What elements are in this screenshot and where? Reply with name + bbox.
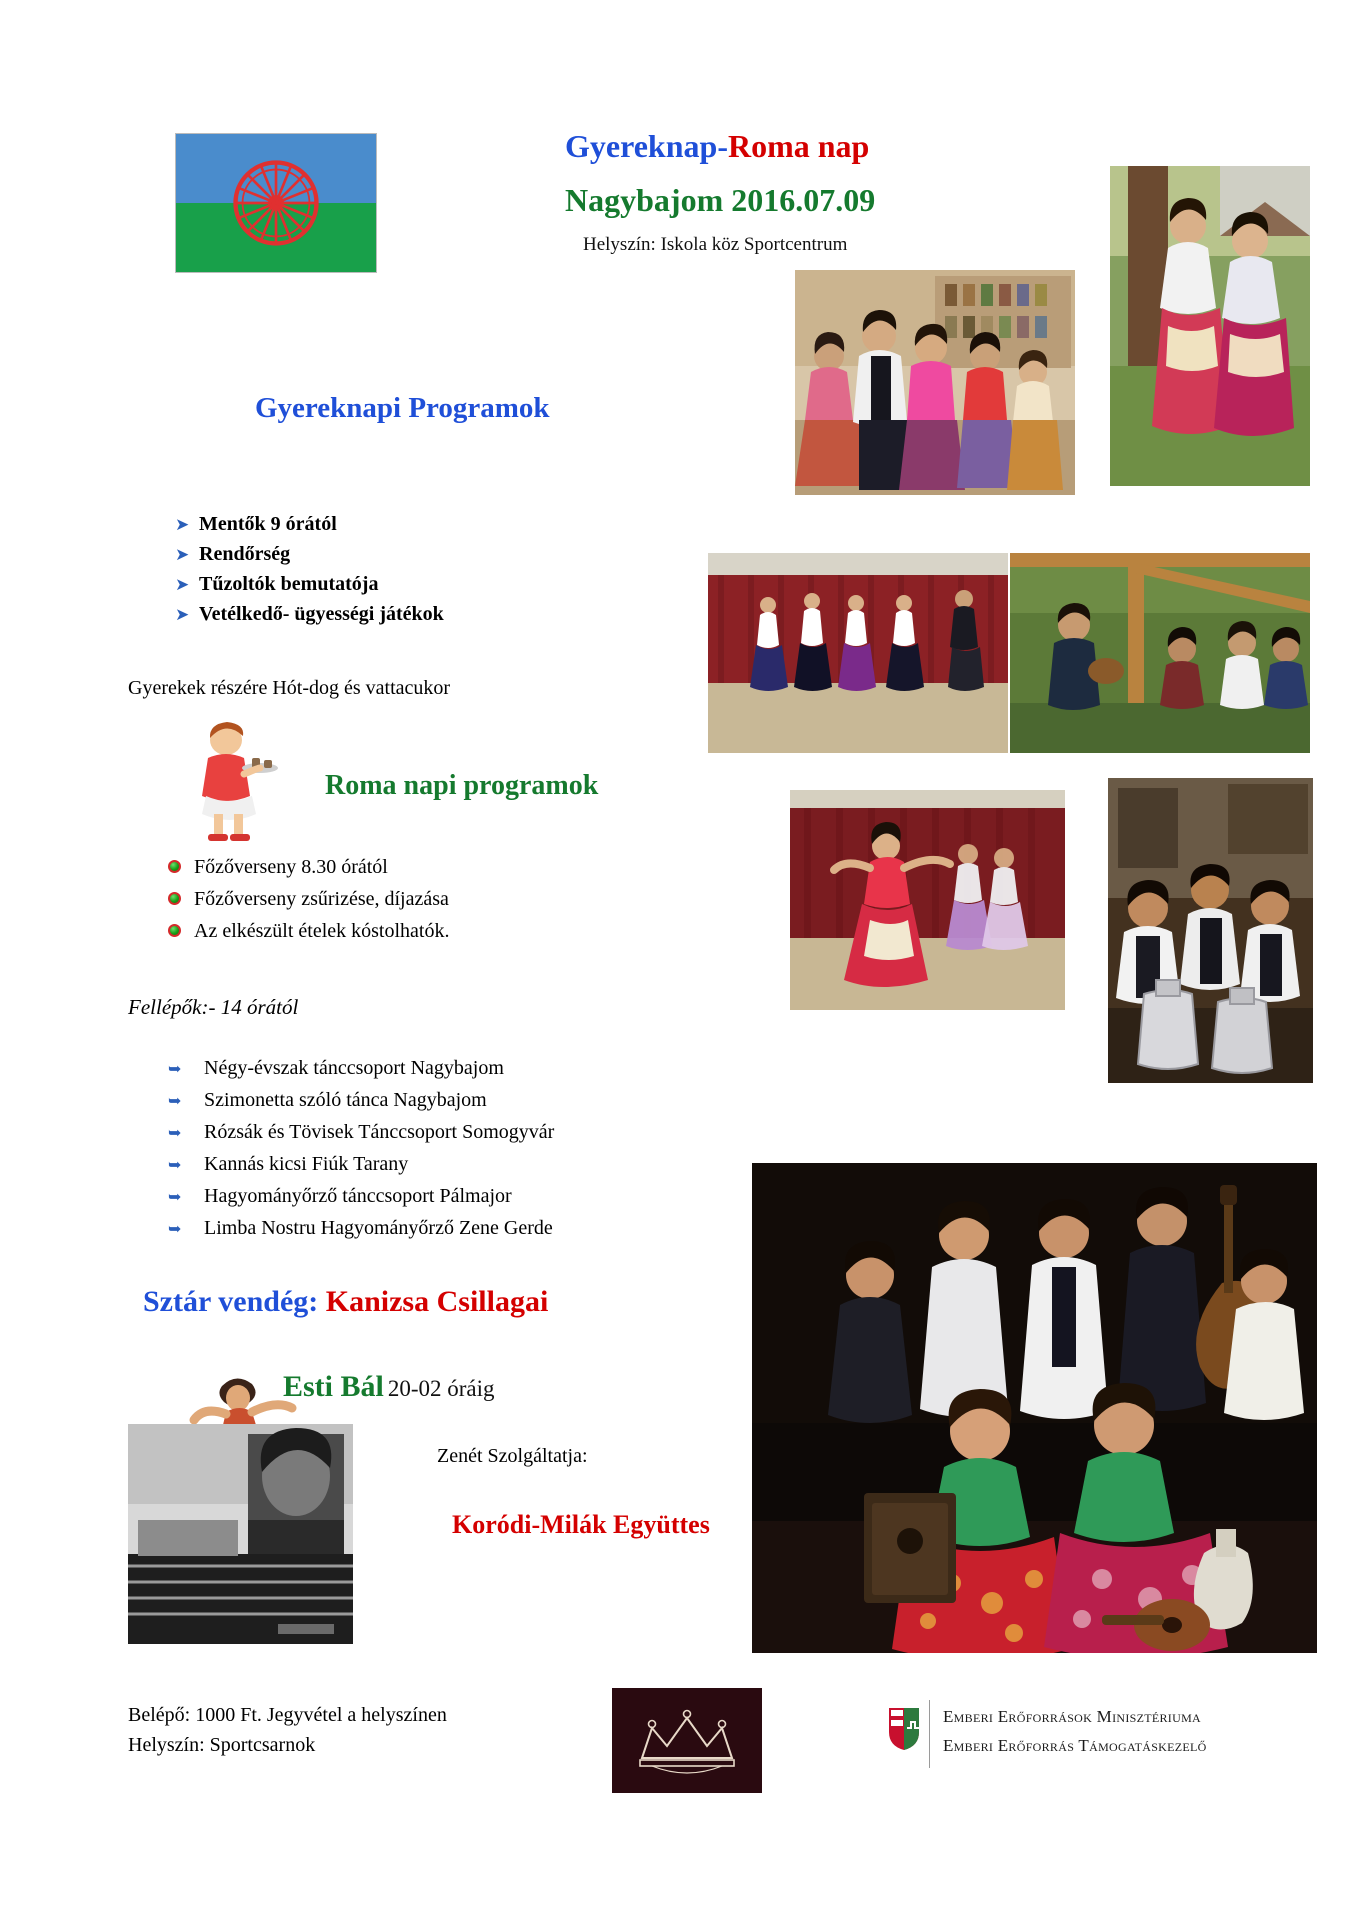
page-title-line1 [565, 128, 869, 165]
hungarian-coat-of-arms-icon [887, 1706, 921, 1752]
list-item [175, 542, 605, 567]
footer-info [128, 1700, 447, 1760]
music-by-label: Zenét Szolgáltatja: [437, 1445, 588, 1467]
children-programs-heading: Gyereknapi Programok [255, 392, 550, 424]
list-item-label: Rózsák és Tövisek Tánccsoport Somogyvár [204, 1121, 555, 1143]
children-food-note: Gyerekek részére Hót-dog és vattacukor [128, 677, 451, 699]
blue-arrow-bullet-icon: ➥ [168, 1061, 182, 1078]
green-circle-bullet-icon [168, 855, 194, 880]
performers-label [128, 995, 298, 1020]
list-item [168, 1055, 728, 1083]
blue-arrow-bullet-icon: ➤ [175, 575, 190, 594]
ticket-price: Belépő: 1000 Ft. Jegyvétel a helyszínen [128, 1704, 447, 1726]
title-gyereknap: Gyereknap- [565, 128, 728, 164]
photo-children-group [795, 270, 1075, 495]
list-item [168, 1119, 728, 1147]
blue-arrow-bullet-icon: ➤ [175, 605, 190, 624]
roma-programs-list [168, 855, 618, 951]
list-item [168, 1215, 728, 1243]
band-name: Koródi-Milák Együttes [452, 1510, 710, 1539]
list-item [168, 887, 618, 912]
star-guest-name: Kanizsa Csillagai [325, 1285, 549, 1318]
chakra-wheel-icon [232, 159, 320, 247]
blue-arrow-bullet-icon: ➤ [175, 545, 190, 564]
blue-arrow-bullet-icon: ➥ [168, 1125, 182, 1142]
list-item [168, 1087, 728, 1115]
list-item-label: Főzőverseny zsűrizése, díjazása [194, 888, 449, 910]
children-programs-list [175, 512, 605, 632]
photo-children-milk-cans [1108, 778, 1313, 1083]
star-guest-line [143, 1285, 548, 1319]
photo-solo-dancer [790, 790, 1065, 1010]
performers-list [168, 1055, 728, 1247]
waitress-clipart-icon [178, 718, 283, 843]
list-item [175, 572, 605, 597]
star-guest-label: Sztár vendég: [143, 1285, 319, 1318]
ministry-divider [929, 1700, 930, 1768]
blue-arrow-bullet-icon: ➤ [175, 515, 190, 534]
list-item [168, 919, 618, 944]
ministry-logo [885, 1698, 1305, 1773]
list-item-label: Főzőverseny 8.30 órától [194, 856, 388, 878]
list-item [168, 1183, 728, 1211]
page-title-line2: Nagybajom 2016.07.09 [565, 182, 876, 218]
list-item-label: Szimonetta szóló tánca Nagybajom [204, 1089, 487, 1111]
list-item-label: Kannás kicsi Fiúk Tarany [204, 1153, 409, 1175]
list-item-label: Tűzoltók bemutatója [199, 573, 379, 595]
roma-programs-heading: Roma napi programok [325, 770, 599, 801]
performers-label-text: Fellépők:- 14 órától [128, 995, 299, 1019]
list-item-label: Hagyományőrző tánccsoport Pálmajor [204, 1185, 512, 1207]
ministry-text [943, 1702, 1207, 1760]
list-item-label: Limba Nostru Hagyományőrző Zene Gerde [204, 1217, 553, 1239]
list-item-label: Négy-évszak tánccsoport Nagybajom [204, 1057, 504, 1079]
photo-stage-dancers [708, 553, 1008, 753]
evening-ball-label: Esti Bál [283, 1370, 384, 1403]
list-item-label: Mentők 9 órától [199, 513, 337, 535]
green-circle-bullet-icon [168, 887, 194, 912]
list-item [175, 602, 605, 627]
evening-ball-line [283, 1370, 495, 1404]
photo-band-group [752, 1163, 1317, 1653]
blue-arrow-bullet-icon: ➥ [168, 1189, 182, 1206]
list-item [168, 855, 618, 880]
photo-two-women-tree [1110, 166, 1310, 486]
photo-bw-art [128, 1424, 353, 1644]
venue-subtitle: Helyszín: Iskola köz Sportcentrum [583, 234, 848, 255]
blue-arrow-bullet-icon: ➥ [168, 1093, 182, 1110]
list-item-label: Vetélkedő- ügyességi játékok [199, 603, 444, 625]
crown-logo-icon [612, 1688, 762, 1793]
blue-arrow-bullet-icon: ➥ [168, 1221, 182, 1238]
ministry-line-2: Emberi Erőforrás Támogatáskezelő [943, 1736, 1207, 1755]
ministry-line-1: Emberi Erőforrások Minisztériuma [943, 1707, 1202, 1726]
evening-ball-time: 20-02 óráig [387, 1376, 495, 1401]
list-item-label: Rendőrség [199, 543, 291, 565]
footer-location: Helyszín: Sportcsarnok [128, 1734, 316, 1756]
roma-flag-icon [175, 133, 377, 273]
green-circle-bullet-icon [168, 919, 194, 944]
list-item [175, 512, 605, 537]
list-item-label: Az elkészült ételek kóstolhatók. [194, 920, 450, 942]
title-roma-nap: Roma nap [727, 128, 870, 164]
list-item [168, 1151, 728, 1179]
blue-arrow-bullet-icon: ➥ [168, 1157, 182, 1174]
photo-musicians [1010, 553, 1310, 753]
